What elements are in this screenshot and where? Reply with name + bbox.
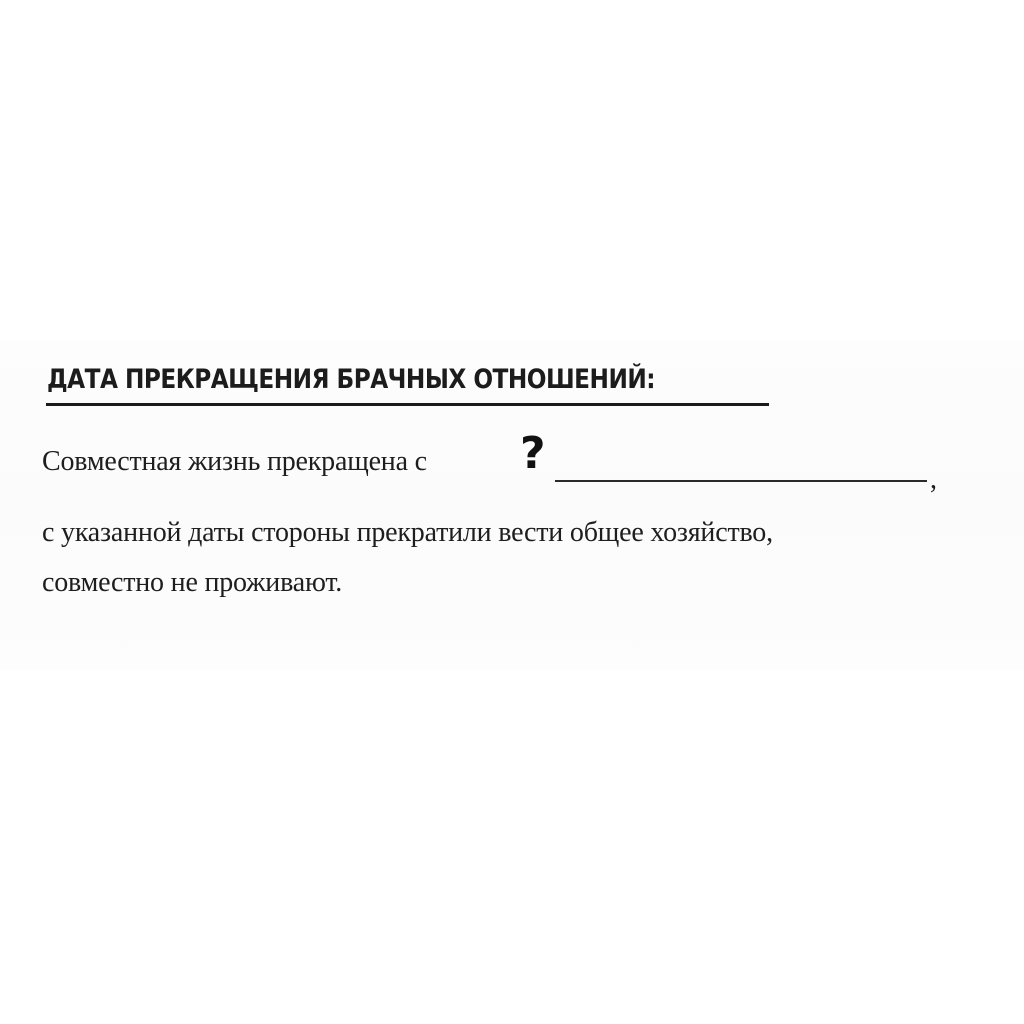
question-mark: ?: [520, 428, 546, 479]
heading-underline: [46, 403, 769, 406]
residence-statement: совместно не проживают.: [42, 567, 343, 598]
line-comma: ,: [930, 464, 937, 495]
section-heading: ДАТА ПРЕКРАЩЕНИЯ БРАЧНЫХ ОТНОШЕНИЙ:: [47, 364, 656, 395]
household-statement: с указанной даты стороны прекратили вести общее хозяйство,: [42, 517, 773, 548]
termination-statement: Совместная жизнь прекращена с: [42, 446, 427, 477]
date-blank-line[interactable]: [555, 480, 927, 482]
